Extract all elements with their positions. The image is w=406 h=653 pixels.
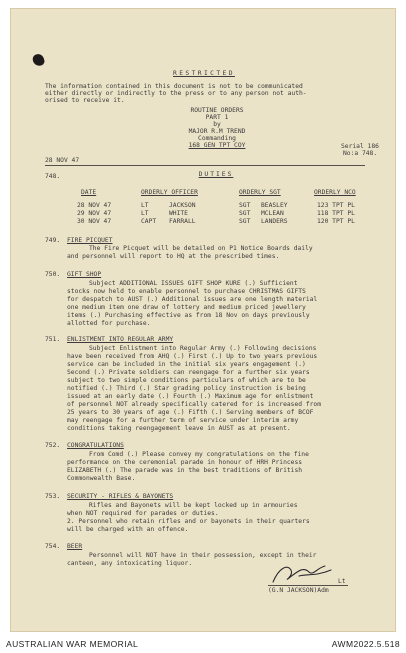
paragraph-number: 751.	[45, 336, 61, 343]
handwritten-signature	[269, 558, 339, 588]
duty-sgt-name: MCLEAN	[261, 210, 284, 217]
duties-title: DUTIES	[198, 171, 234, 178]
duty-officer-rank: LT	[141, 202, 149, 209]
classification-heading: RESTRICTED	[173, 70, 235, 77]
paragraph-line: ELIZABETH (.) The parade was in the best traditions of British	[67, 467, 303, 474]
paragraph-line: and personnel will report to HQ at the prescribed times.	[67, 253, 280, 260]
routine-orders-title: ROUTINE ORDERS	[190, 107, 244, 114]
paragraph-title: SECURITY - RIFLES & BAYONETS	[67, 493, 174, 500]
archive-footer	[0, 634, 406, 653]
duty-date: 28 NOV 47	[77, 202, 112, 209]
paragraph-line: 2. Personnel who retain rifles and or bayonets in their quarters	[67, 518, 310, 525]
paragraph-line: of personnel NOT already specifically catered for is increased from	[67, 401, 322, 408]
part-label: PART 1	[205, 114, 229, 121]
duty-date: 30 NOV 47	[77, 218, 112, 225]
paragraph-line: subject to two simple conditions particulars of which are to be	[67, 377, 306, 384]
paragraph-line: service can be included in the initial six years engagement (.)	[67, 361, 306, 368]
signature-name: (G.N JACKSON)Adm	[268, 587, 329, 594]
duty-nco: 118 TPT PL	[317, 210, 355, 217]
paragraph-line: items (.) Purchasing effective as from 18 Nov on days previously	[67, 312, 310, 319]
duty-sgt-rank: SGT	[239, 202, 251, 209]
paragraph-line: issued at an early date (.) Fourth (.) Maximum age for enlistment	[67, 393, 314, 400]
duty-sgt-name: BEASLEY	[261, 202, 288, 209]
notice-line-1: The information contained in this document is not to be communicated	[45, 83, 303, 90]
paragraph-line: have been received from AHQ (.) First (.) Up to two years previous	[67, 353, 318, 360]
duties-col-officer: ORDERLY OFFICER	[141, 189, 198, 196]
commanding-label: Commanding	[198, 135, 236, 142]
paragraph-line: The Fire Picquet will be detailed on P1 Notice Boards daily	[89, 245, 313, 252]
paragraph-line: Rifles and Bayonets will be kept locked up in armouries	[89, 502, 298, 509]
duty-date: 29 NOV 47	[77, 210, 112, 217]
duty-officer-name: JACKSON	[169, 202, 196, 209]
paragraph-title: BEER	[67, 543, 83, 550]
paragraph-number: 749.	[45, 237, 61, 244]
paragraph-line: Second (.) Private soldiers can reengage for a further six years	[67, 369, 310, 376]
order-date: 28 NOV 47	[45, 157, 80, 164]
paragraph-line: Personnel will NOT have in their possession, except in their	[89, 552, 317, 559]
duties-col-sgt: ORDERLY SGT	[239, 189, 281, 196]
paragraph-line: may reengage for a further term of service under interim army	[67, 417, 299, 424]
paragraph-title: FIRE PICQUET	[67, 237, 113, 244]
archive-reference: AWM2022.5.518	[331, 639, 400, 649]
duty-officer-rank: LT	[141, 210, 149, 217]
commander-name: MAJOR R.M TREND	[188, 128, 246, 135]
paragraph-line: 25 years to 30 years of age (.) Fifth (.) Serving members of BCOF	[67, 409, 314, 416]
duty-sgt-rank: SGT	[239, 210, 251, 217]
paragraph-number: 752.	[45, 442, 61, 449]
paragraph-line: From Comd (.) Please convey my congratulations on the fine	[89, 451, 309, 458]
duty-sgt-rank: SGT	[239, 218, 251, 225]
notice-line-3: orised to receive it.	[45, 97, 125, 104]
notice-line-2: either directly or indirectly to the press or to any person not auth-	[45, 90, 307, 97]
duty-nco: 123 TPT PL	[317, 202, 355, 209]
paragraph-line: for despatch to AUST (.) Additional issues are one length material	[67, 296, 318, 303]
paragraph-line: one medium item one draw of lottery and medium priced jewellery	[67, 304, 306, 311]
paragraph-number: 753.	[45, 493, 61, 500]
paragraph-title: GIFT SHOP	[67, 271, 102, 278]
paragraph-line: Commonwealth Base.	[67, 475, 136, 482]
duties-col-date: DATE	[81, 189, 97, 196]
archive-name: AUSTRALIAN WAR MEMORIAL	[6, 639, 139, 649]
paragraph-line: will be charged with an offence.	[67, 526, 189, 533]
paragraph-line: Subject ADDITIONAL ISSUES GIFT SHOP KURE (.) Sufficient	[89, 280, 298, 287]
duty-officer-name: FARRALL	[169, 218, 196, 225]
paragraph-line: stocks now held to enable personnel to purchase CHRISTMAS GIFTS	[67, 288, 306, 295]
document-page	[10, 8, 396, 632]
signature-line	[268, 585, 348, 586]
paragraph-number: 754.	[45, 543, 61, 550]
paragraph-line: Subject Enlistment into Regular Army (.) Following decisions	[89, 345, 317, 352]
paragraph-line: allotted for purchase.	[67, 320, 151, 327]
paragraph-line: when NOT required for parades or duties.	[67, 510, 219, 517]
by-label: by	[213, 121, 221, 128]
duty-sgt-name: LANDERS	[261, 218, 288, 225]
duty-officer-name: WHITE	[169, 210, 188, 217]
duty-nco: 120 TPT PL	[317, 218, 355, 225]
paragraph-line: performance on the ceremonial parade in honour of HRH Princess	[67, 459, 303, 466]
signature-rank: Lt	[338, 578, 346, 585]
duty-officer-rank: CAPT	[141, 218, 157, 225]
paragraph-line: notified (.) Third (.) Star grading policy instruction is being	[67, 385, 306, 392]
paragraph-line: conditions taking reengagement leave in AUST as at present.	[67, 425, 291, 432]
duties-col-nco: ORDERLY NCO	[314, 189, 356, 196]
duties-section-number: 748.	[45, 173, 61, 180]
order-number: No:a 748.	[343, 150, 378, 157]
unit-name: 168 GEN TPT COY	[188, 142, 246, 149]
punch-hole	[31, 52, 45, 67]
paragraph-title: CONGRATULATIONS	[67, 442, 124, 449]
serial-number: Serial 186	[341, 143, 379, 150]
paragraph-title: ENLISTMENT INTO REGULAR ARMY	[67, 336, 174, 343]
paragraph-number: 750.	[45, 271, 61, 278]
paragraph-line: canteen, any intoxicating liquor.	[67, 560, 193, 567]
divider-line	[45, 165, 365, 166]
